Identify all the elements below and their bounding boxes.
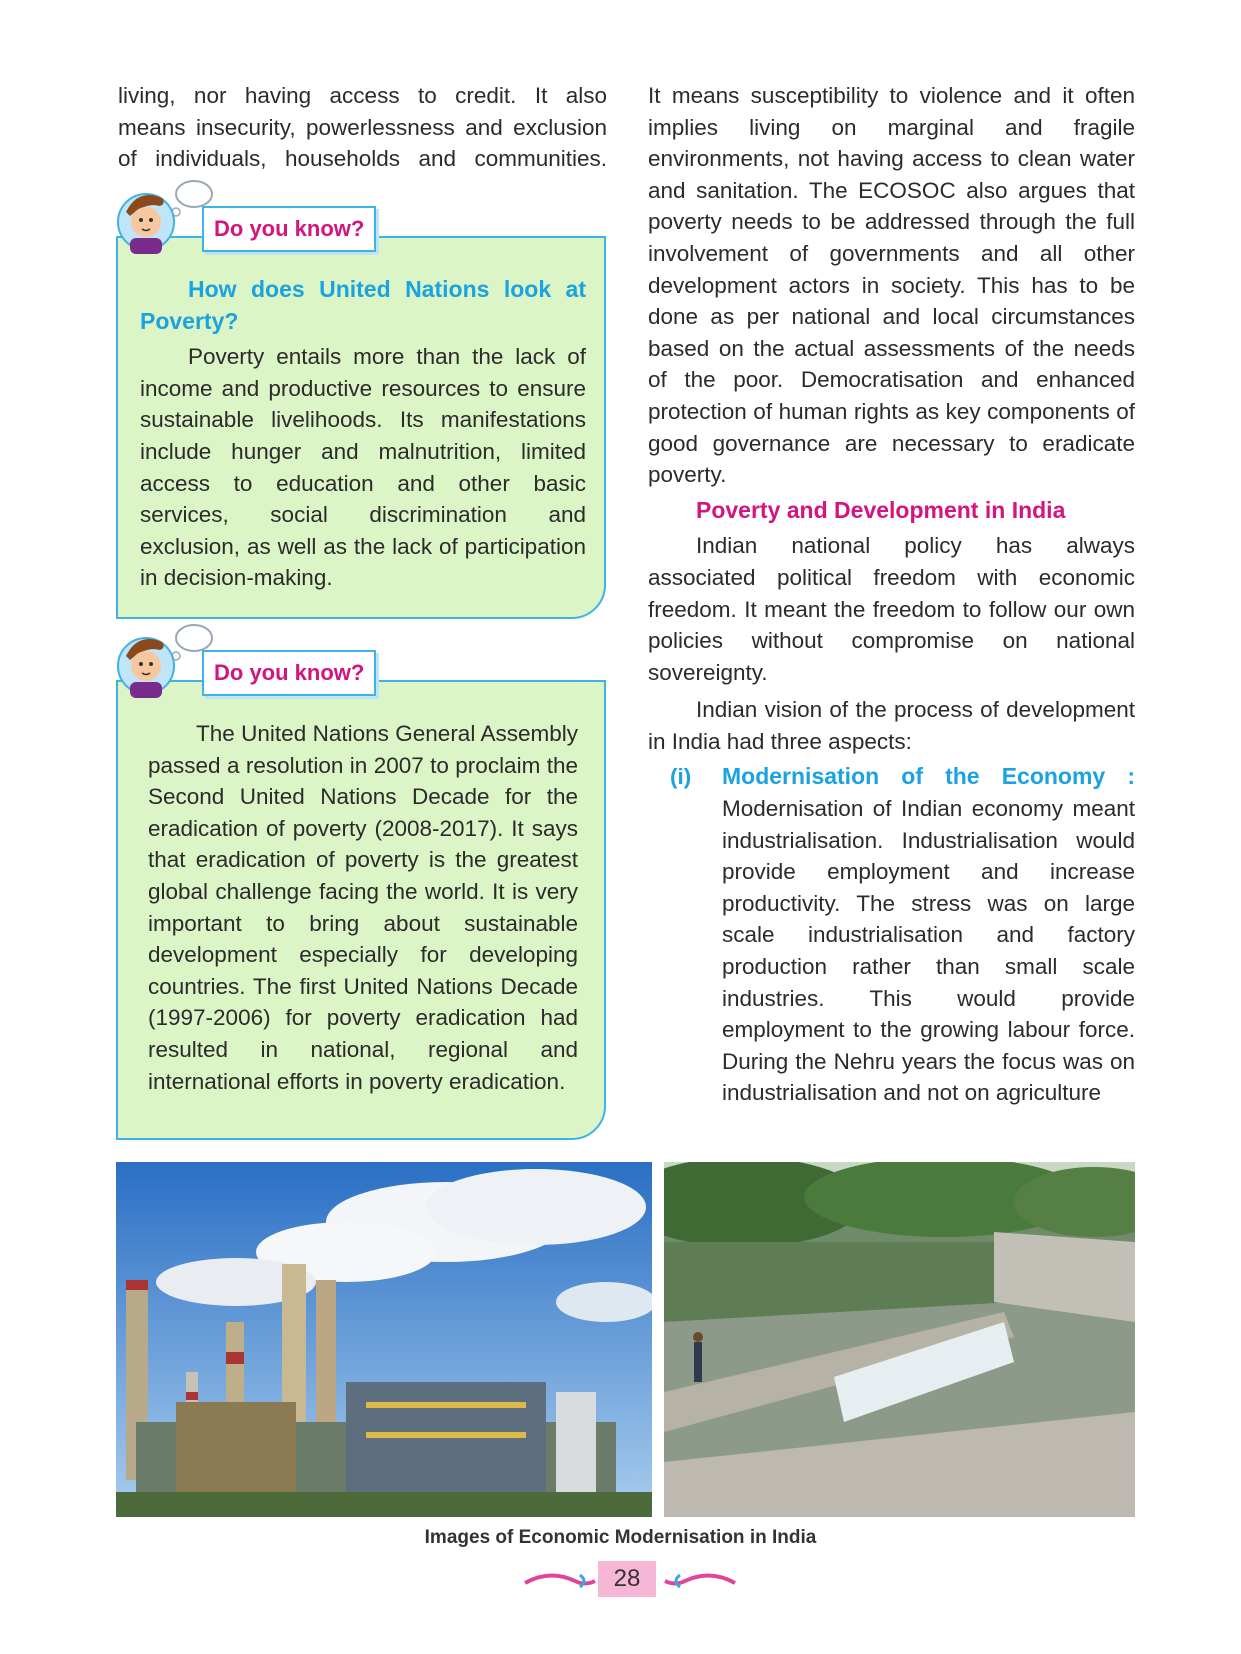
list-item-title: Modernisation of the Economy : xyxy=(722,763,1135,790)
box-paragraph: The United Nations General Assembly passed a resolution in 2007 to proclaim the Second United Nations Decade for the eradication of poverty (2008-2017). It says that eradication of poverty is the greatest global challenge facing the world. It is very important to bring about sustainable development especially for developing countries. The first United Nations Decade (1997-2006) for poverty eradication had resulted in national, regional and international efforts in poverty eradication. xyxy=(148,721,578,1094)
info-box-content xyxy=(140,274,586,594)
right-column xyxy=(648,80,1135,1109)
list-number: (i) xyxy=(670,764,692,790)
box-heading: How does United Nations look at Poverty? xyxy=(140,276,586,334)
left-column-intro xyxy=(118,80,607,175)
section-heading: Poverty and Development in India xyxy=(696,496,1066,523)
paragraph: It means susceptibility to violence and it often implies living on marginal and fragile environments, not having access to clean water and sanitation. The ECOSOC also argues that poverty needs to be addressed through the full involvement of governments and all other development actors in society. This has to be done as per national and local circumstances based on the actual assessments of the needs of the poor. Democratisation and enhanced protection of human rights as key components of good governance are necessary to eradicate poverty. xyxy=(648,83,1135,488)
do-you-know-box-2 xyxy=(116,620,608,1140)
do-you-know-tab: Do you know? xyxy=(202,650,376,696)
thinking-child-icon xyxy=(116,620,216,700)
do-you-know-tab: Do you know? xyxy=(202,206,376,252)
page-number-ornament xyxy=(520,1561,740,1601)
list-item-body: Modernisation of Indian economy meant industrialisation. Industrialisation would provide employment and increase productivity. The stress was on large scale industrialisation and factory production rather than small scale industries. This would provide employment to the growing labour force. During the Nehru years the focus was on industrialisation and not on agriculture xyxy=(722,796,1135,1106)
info-box-content xyxy=(148,718,578,1097)
list-item xyxy=(648,761,1135,1109)
figure-caption: Images of Economic Modernisation in India xyxy=(424,1527,817,1548)
thinking-child-icon xyxy=(116,176,216,256)
intro-line: means insecurity, powerlessness and exclusion xyxy=(118,114,607,140)
check-dam-photo xyxy=(664,1162,1135,1517)
paragraph: Indian national policy has always associated political freedom with economic freedom. It meant the freedom to follow our own policies without compromise on national sovereignty. xyxy=(648,533,1135,685)
paragraph: Indian vision of the process of development in India had three aspects: xyxy=(648,697,1135,754)
intro-line: of individuals, households and communities. xyxy=(118,146,607,172)
do-you-know-box-1 xyxy=(116,176,608,621)
intro-line: living, nor having access to credit. It also xyxy=(118,83,607,108)
page-number: 28 xyxy=(598,1561,656,1597)
power-plant-photo xyxy=(116,1162,652,1517)
box-paragraph: Poverty entails more than the lack of income and productive resources to ensure sustainable livelihoods. Its manifestations include hunger and malnutrition, limited access to education and other basic services, social discrimination and exclusion, as well as the lack of participation in decision-making. xyxy=(140,344,586,591)
